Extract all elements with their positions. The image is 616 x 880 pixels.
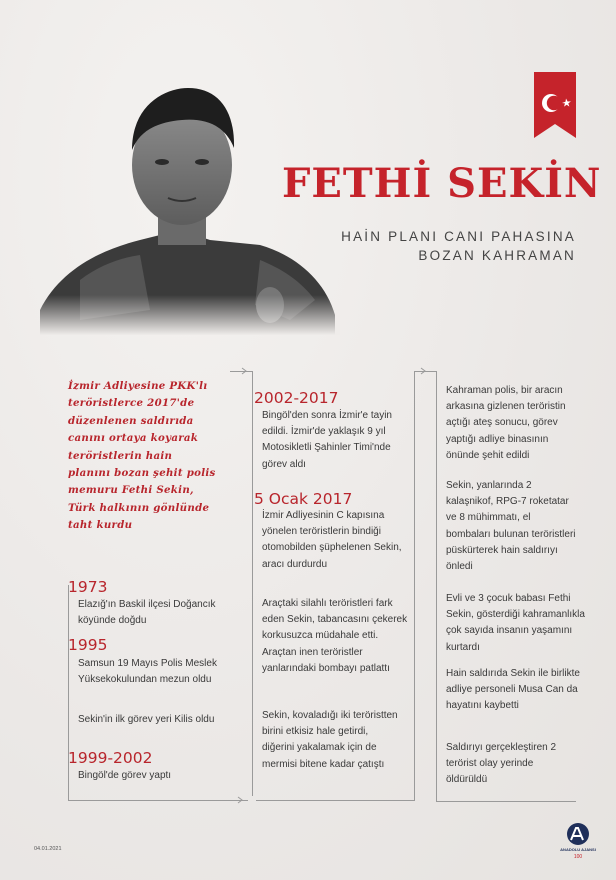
timeline-connector (256, 800, 414, 801)
event-2017-b: Araçtaki silahlı teröristleri fark eden Sekin, tabancasını çekerek korkusuzca müdahale etti. Araçtan inen teröristler yanlarındaki bombayı patlattı (262, 598, 408, 674)
timeline-connector (252, 371, 253, 796)
year-1995: 1995 (68, 636, 108, 654)
chevron-right-icon (420, 367, 428, 375)
timeline-connector (414, 371, 415, 801)
year-2002-2017: 2002-2017 (254, 389, 339, 407)
svg-text:100: 100 (573, 854, 583, 860)
intro-paragraph: İzmir Adliyesine PKK'lı teröristlerce 2017'de düzenlenen saldırıda canını ortaya koyarak teröristlerin hain planını bozan şehit polis memuru Fethi Sekin, Türk halkının gönlünde taht kurdu (68, 380, 216, 532)
year-1999-2002: 1999-2002 (68, 749, 153, 767)
anadolu-agency-logo (558, 820, 598, 860)
event-1973: Elazığ'ın Baskil ilçesi Doğancık köyünde doğdu (78, 599, 216, 627)
right-paragraph-4: Hain saldırıda Sekin ile birlikte adliye personeli Musa Can da hayatını kaybetti (446, 668, 580, 712)
right-paragraph-3: Evli ve 3 çocuk babası Fethi Sekin, gösterdiği kahramanlıkla çok sayıda insanın yaşamını kurtardı (446, 593, 585, 653)
year-2017: 5 Ocak 2017 (254, 490, 353, 508)
timeline-connector (436, 801, 576, 802)
publish-date: 04.01.2021 (34, 846, 62, 852)
event-2017-a: İzmir Adliyesinin C kapısına yönelen teröristlerin bindiği otomobilden şüphelenen Sekin, aracı durdurdu (262, 510, 402, 570)
event-2002-2017: Bingöl'den sonra İzmir'e tayin edildi. İzmir'de yaklaşık 9 yıl Motosikletli Şahinler Timi'nde görev aldı (262, 410, 392, 470)
chevron-right-icon (241, 367, 249, 375)
page-title: FETHİ SEKİN (282, 160, 602, 207)
turkish-flag-ribbon-icon (534, 72, 576, 138)
right-paragraph-1: Kahraman polis, bir aracın arkasına gizlenen teröristin açtığı ateş sonucu, görev yaptığı adliye binasının önünde şehit edildi (446, 385, 566, 461)
timeline-connector (68, 800, 248, 801)
right-paragraph-2: Sekin, yanlarında 2 kalaşnikof, RPG-7 roketatar ve 8 mühimmatı, el bombaları bulunan teröristleri püskürterek hain saldırıyı önledi (446, 480, 576, 573)
event-1995-a: Samsun 19 Mayıs Polis Meslek Yüksekokulundan mezun oldu (78, 658, 217, 686)
event-1999-2002: Bingöl'de görev yaptı (78, 770, 172, 781)
event-2017-c: Sekin, kovaladığı iki teröristten birini etkisiz hale getirdi, diğerini yakalamak için de mermisi bitene kadar çatıştı (262, 710, 398, 770)
timeline-connector (68, 585, 69, 800)
subtitle-line-1: HAİN PLANI CANI PAHASINA (341, 229, 576, 244)
chevron-right-icon (237, 796, 245, 804)
year-1973: 1973 (68, 578, 108, 596)
subtitle-line-2: BOZAN KAHRAMAN (418, 248, 576, 263)
event-1995-b: Sekin'in ilk görev yeri Kilis oldu (78, 714, 215, 725)
timeline-connector (436, 371, 437, 801)
right-paragraph-5: Saldırıyı gerçekleştiren 2 terörist olay yerinde öldürüldü (446, 742, 557, 786)
logo-text: ANADOLU AJANSI (560, 847, 596, 852)
